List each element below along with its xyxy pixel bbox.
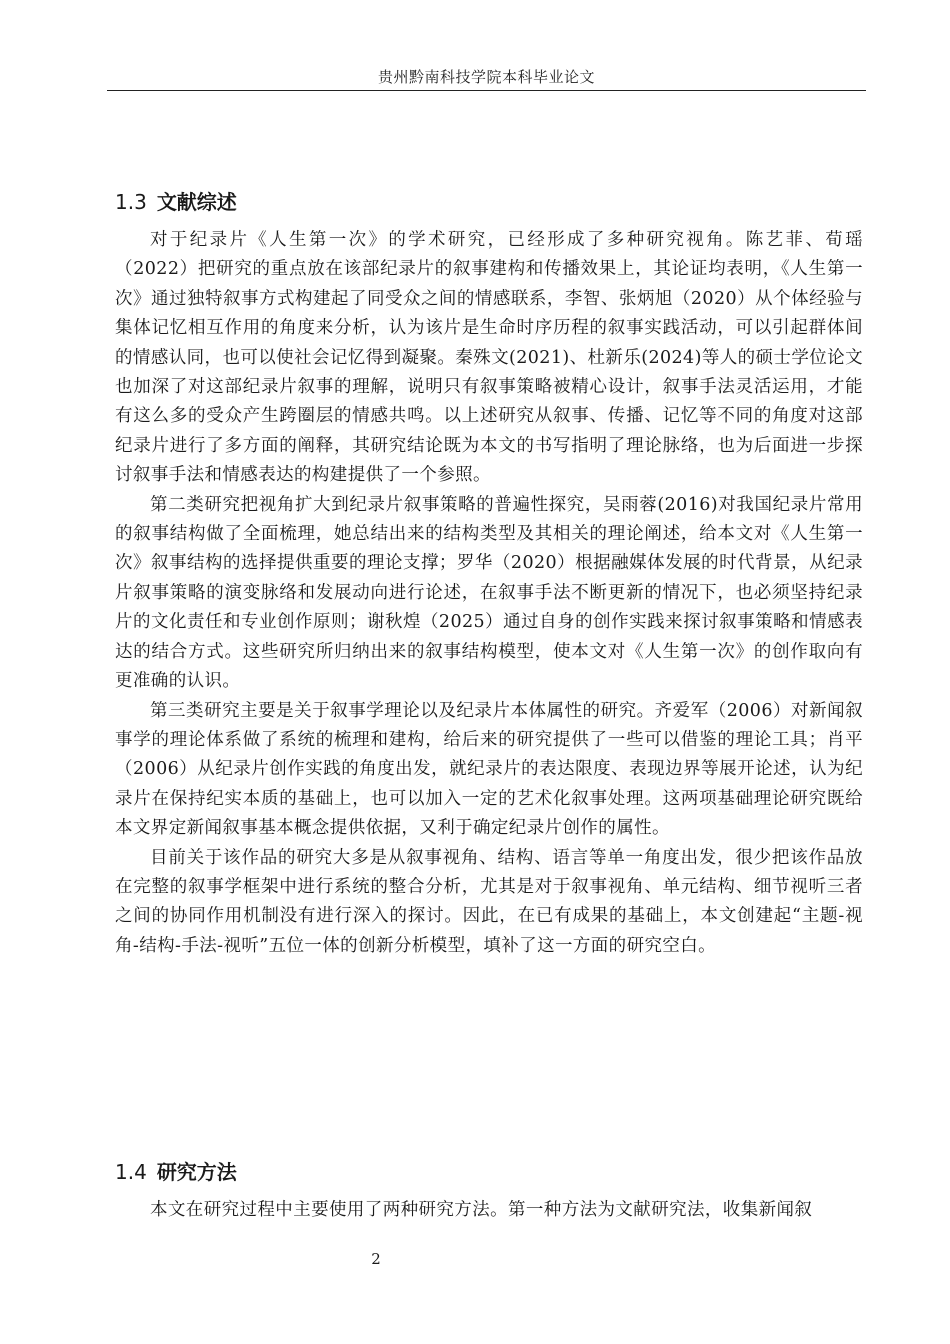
- page-number: 2: [371, 1250, 381, 1268]
- section-heading: [115, 1158, 863, 1186]
- section-number: 1.4: [115, 1160, 147, 1184]
- paragraph: 对于纪录片《人生第一次》的学术研究，已经形成了多种研究视角。陈艺菲、荀瑶（2022）把研究的重点放在该部纪录片的叙事建构和传播效果上，其论证均表明，《人生第一次》通过独特叙事方式构建起了同受众之间的情感联系，李智、张炳旭（2020）从个体经验与集体记忆相互作用的角度来分析，认为该片是生命时序历程的叙事实践活动，可以引起群体间的情感认同，也可以使社会记忆得到凝聚。秦殊文(2021)、杜新乐(2024)等人的硕士学位论文也加深了对这部纪录片叙事的理解，说明只有叙事策略被精心设计，叙事手法灵活运用，才能有这么多的受众产生跨圈层的情感共鸣。以上述研究从叙事、传播、记忆等不同的角度对这部纪录片进行了多方面的阐释，其研究结论既为本文的书写指明了理论脉络，也为后面进一步探讨叙事手法和情感表达的构建提供了一个参照。: [115, 230, 863, 486]
- section-heading: [115, 188, 863, 216]
- section-research-methods: [115, 1158, 863, 1225]
- section-number: 1.3: [115, 190, 147, 214]
- paragraph: 本文在研究过程中主要使用了两种研究方法。第一种方法为文献研究法，收集新闻叙: [150, 1200, 813, 1220]
- section-title: 研究方法: [156, 1160, 237, 1184]
- header-rule: [107, 90, 866, 91]
- running-header: 贵州黔南科技学院本科毕业论文: [377, 68, 595, 86]
- paragraph: 第三类研究主要是关于叙事学理论以及纪录片本体属性的研究。齐爱军（2006）对新闻叙事学的理论体系做了系统的梳理和建构，给后来的研究提供了一些可以借鉴的理论工具；肖平（2006）从纪录片创作实践的角度出发，就纪录片的表达限度、表现边界等展开论述，认为纪录片在保持纪实本质的基础上，也可以加入一定的艺术化叙事处理。这两项基础理论研究既给本文界定新闻叙事基本概念提供依据，又利于确定纪录片创作的属性。: [115, 700, 863, 839]
- paragraph: 目前关于该作品的研究大多是从叙事视角、结构、语言等单一角度出发，很少把该作品放在完整的叙事学框架中进行系统的整合分析，尤其是对于叙事视角、单元结构、细节视听三者之间的协同作用机制没有进行深入的探讨。因此，在已有成果的基础上，本文创建起“主题-视角-结构-手法-视听”五位一体的创新分析模型，填补了这一方面的研究空白。: [115, 847, 864, 956]
- section-title: 文献综述: [156, 190, 237, 214]
- paragraph: 第二类研究把视角扩大到纪录片叙事策略的普遍性探究，吴雨蓉(2016)对我国纪录片常用的叙事结构做了全面梳理，她总结出来的结构类型及其相关的理论阐述，给本文对《人生第一次》叙事结构的选择提供重要的理论支撑；罗华（2020）根据融媒体发展的时代背景，从纪录片叙事策略的演变脉络和发展动向进行论述，在叙事手法不断更新的情况下，也必须坚持纪录片的文化责任和专业创作原则；谢秋煌（2025）通过自身的创作实践来探讨叙事策略和情感表达的结合方式。这些研究所归纳出来的叙事结构模型，使本文对《人生第一次》的创作取向有更准确的认识。: [115, 494, 863, 692]
- section-literature-review: [115, 188, 863, 961]
